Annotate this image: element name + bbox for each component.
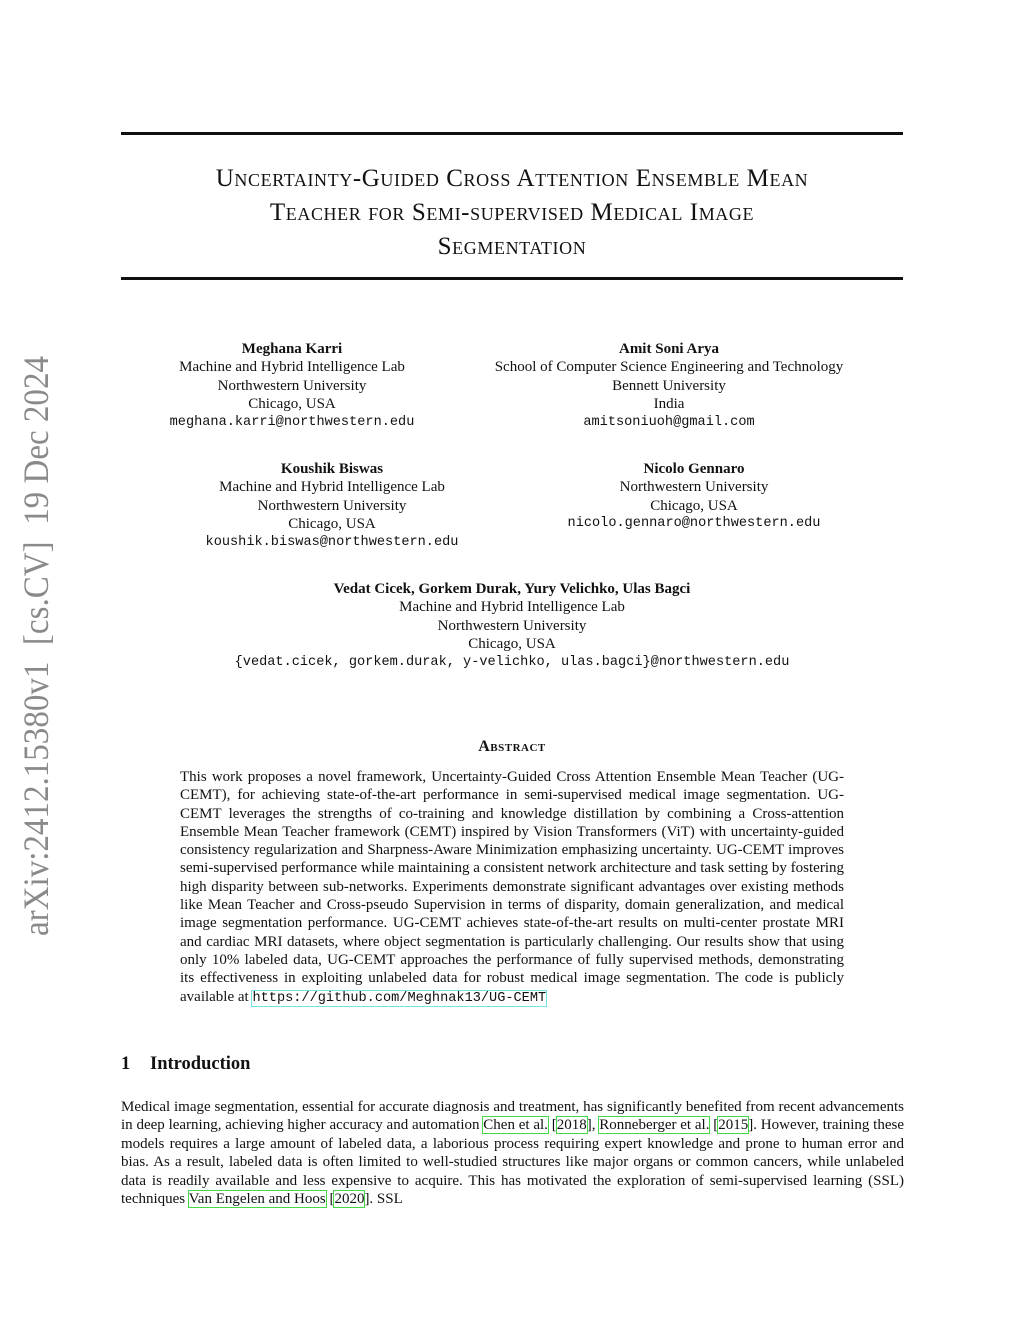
- intro-text: [: [325, 1191, 335, 1208]
- abstract-text: [180, 768, 844, 1008]
- title-line-3: Segmentation: [437, 233, 587, 260]
- author-affiliation: School of Computer Science Engineering and Technology: [494, 359, 844, 376]
- paper-title: [110, 162, 914, 264]
- abstract-heading: Abstract: [478, 738, 546, 755]
- author-affiliation: Machine and Hybrid Intelligence Lab: [219, 479, 445, 496]
- intro-text: ]. However, training these models requires a large amount of labeled data, a laborious process requiring expert knowledge and prone to human error and bias. As a result, labeled data is often limited to well-studied structures like major organs or common cancers, while unlabeled data is readily available and less expensive to acquire. This has motivated the exploration of semi-supervised learning (SSL) techniques: [121, 1117, 904, 1208]
- introduction-paragraph: [121, 1098, 904, 1208]
- author-affiliation: Machine and Hybrid Intelligence Lab: [179, 359, 405, 376]
- author-block-biswas: [182, 460, 482, 552]
- code-repository-link[interactable]: https://github.com/Meghnak13/UG-CEMT: [252, 990, 547, 1006]
- author-name: Koushik Biswas: [280, 461, 384, 477]
- author-email[interactable]: nicolo.gennaro@northwestern.edu: [567, 516, 821, 532]
- citation-link[interactable]: Chen et al.: [483, 1117, 548, 1134]
- title-line-2: Teacher for Semi-supervised Medical Image: [269, 199, 755, 226]
- author-block-gennaro: [544, 460, 844, 534]
- citation-year-link[interactable]: 2015: [718, 1117, 749, 1134]
- author-name: Vedat Cicek, Gorkem Durak, Yury Velichko, Ulas Bagci: [333, 581, 691, 597]
- section-heading-introduction: [121, 1054, 250, 1075]
- author-affiliation: Chicago, USA: [288, 516, 376, 533]
- author-block-karri: [142, 340, 442, 432]
- author-affiliation: Northwestern University: [437, 617, 587, 634]
- citation-year-link[interactable]: 2018: [556, 1117, 587, 1134]
- intro-text: ]. SSL: [364, 1191, 403, 1208]
- author-email[interactable]: {vedat.cicek, gorkem.durak, y-velichko, ulas.bagci}@northwestern.edu: [234, 654, 790, 670]
- author-email[interactable]: koushik.biswas@northwestern.edu: [205, 534, 459, 550]
- title-bottom-rule: [121, 277, 903, 280]
- author-affiliation: Northwestern University: [257, 497, 407, 514]
- intro-text: ],: [586, 1117, 600, 1134]
- section-number: 1: [121, 1054, 131, 1074]
- author-affiliation: India: [653, 396, 685, 413]
- arxiv-identifier-text: arXiv:2412.15380v1 [cs.CV] 19 Dec 2024: [16, 350, 56, 936]
- intro-text: [: [709, 1117, 719, 1134]
- author-affiliation: Bennett University: [612, 377, 726, 394]
- author-name: Nicolo Gennaro: [643, 461, 745, 477]
- author-email[interactable]: meghana.karri@northwestern.edu: [169, 414, 415, 430]
- author-affiliation: Chicago, USA: [468, 636, 556, 653]
- citation-link[interactable]: Van Engelen and Hoos: [188, 1191, 326, 1208]
- intro-text: Medical image segmentation, essential for accurate diagnosis and treatment, has significantly benefited from recent advancements in deep learning, achieving higher accuracy and automation: [121, 1099, 904, 1134]
- intro-text: [: [547, 1117, 557, 1134]
- arxiv-identifier-stamp: [4, 350, 62, 940]
- author-affiliation: Northwestern University: [619, 479, 769, 496]
- title-top-rule: [121, 132, 903, 135]
- citation-year-link[interactable]: 2020: [334, 1191, 365, 1208]
- author-affiliation: Chicago, USA: [650, 497, 738, 514]
- author-affiliation: Northwestern University: [217, 377, 367, 394]
- citation-link[interactable]: Ronneberger et al.: [599, 1117, 710, 1134]
- author-name: Amit Soni Arya: [618, 341, 719, 357]
- abstract-body-text: This work proposes a novel framework, Uncertainty-Guided Cross Attention Ensemble Mean Teacher (UG-CEMT), for achieving state-of-the-art performance in semi-supervised medical image segmentation. UG-CEMT leverages the strengths of co-training and knowledge distillation by combining a Cross-attention Ensemble Mean Teacher framework (CEMT) inspired by Vision Transformers (ViT) with uncertainty-guided consistency regularization and Sharpness-Aware Minimization emphasizing uncertainty. UG-CEMT improves semi-supervised performance while maintaining a consistent network architecture and task setting by fostering high disparity between sub-networks. Experiments demonstrate significant advantages over existing methods like Mean Teacher and Cross-pseudo Supervision in terms of disparity, domain generalization, and medical image segmentation performance. UG-CEMT achieves state-of-the-art results on multi-center prostate MRI and cardiac MRI datasets, where object segmentation is particularly challenging. Our results show that using only 10% labeled data, UG-CEMT approaches the performance of fully supervised methods, demonstrating its effectiveness in exploiting unlabeled data for robust medical image segmentation. The code is publicly available at: [180, 769, 844, 1005]
- author-block-group: [162, 580, 862, 672]
- author-affiliation: Chicago, USA: [248, 396, 336, 413]
- title-line-1: Uncertainty-Guided Cross Attention Ensemble Mean: [215, 165, 809, 192]
- section-title: Introduction: [150, 1054, 251, 1074]
- author-name: Meghana Karri: [241, 341, 343, 357]
- author-email[interactable]: amitsoniuoh@gmail.com: [583, 414, 755, 430]
- author-affiliation: Machine and Hybrid Intelligence Lab: [399, 599, 625, 616]
- author-block-arya: [464, 340, 874, 432]
